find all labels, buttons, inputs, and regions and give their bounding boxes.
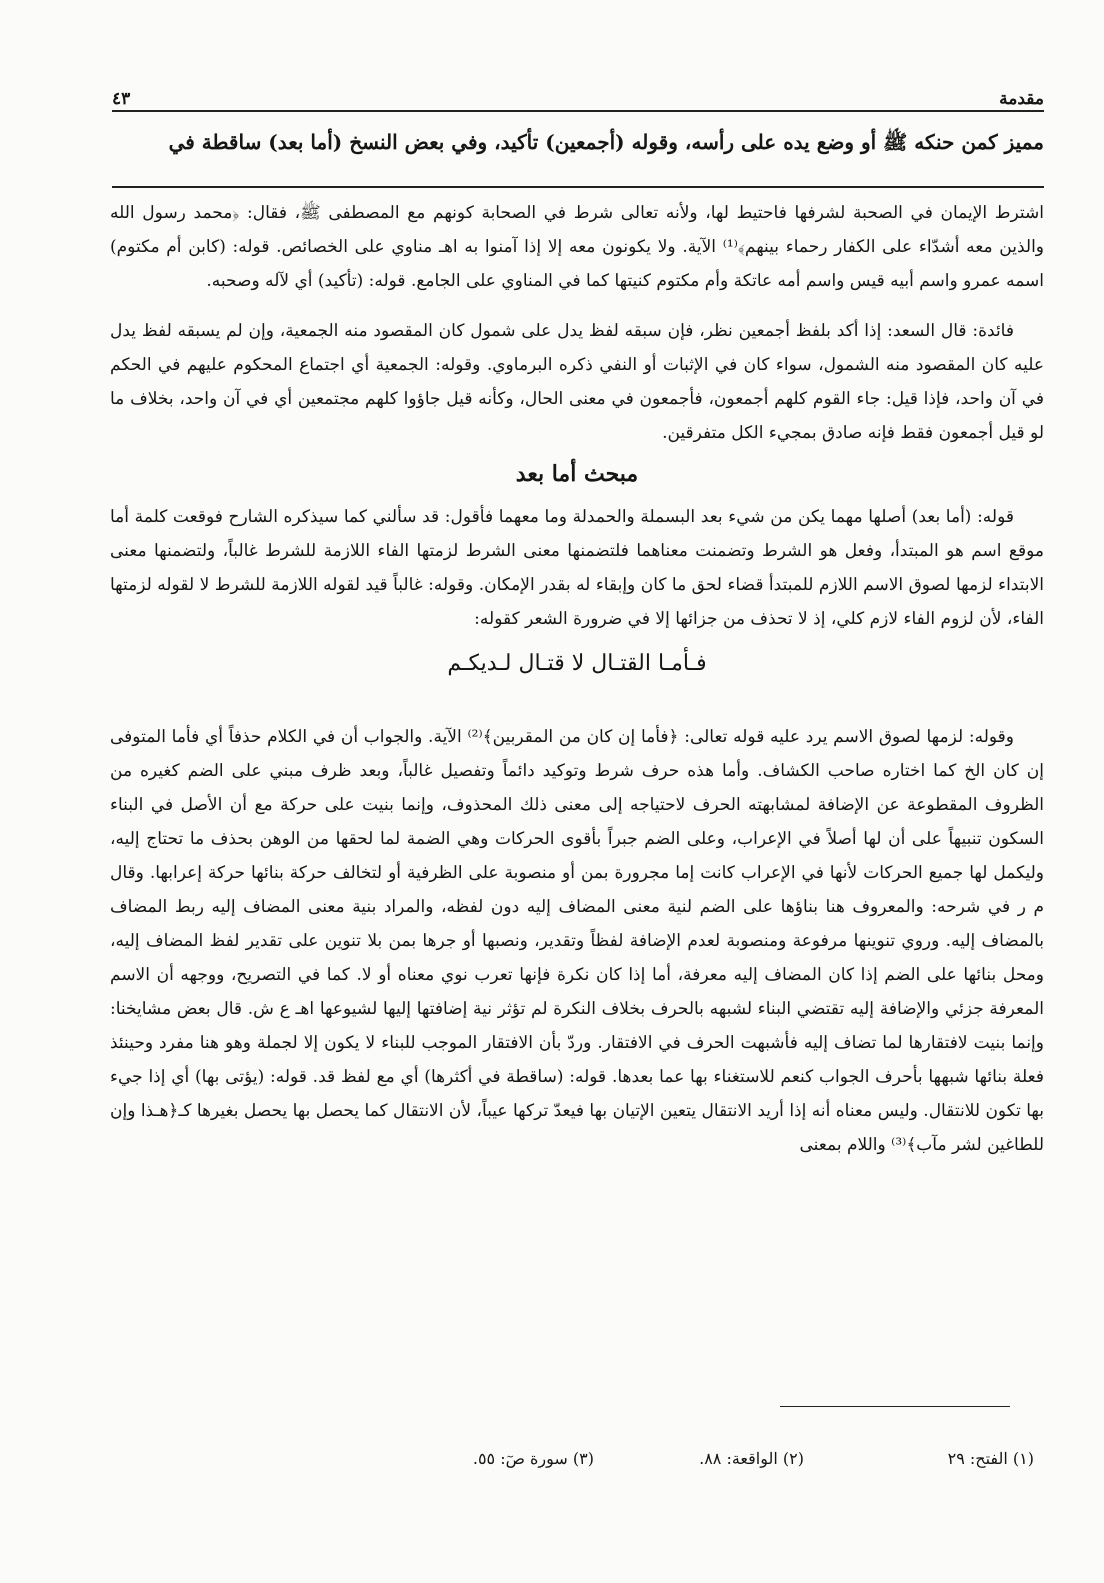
poetry-verse: فـأمـا القتـال لا قتـال لـديكـم (447, 651, 707, 676)
running-header (112, 88, 1044, 112)
paragraph-gap (110, 298, 1044, 314)
footnote: (٣) سورة صٓ: ٥٥. (472, 1449, 594, 1468)
page-number: ٤٣ (112, 88, 136, 110)
footnote: (٢) الواقعة: ٨٨. (699, 1449, 804, 1468)
commentary-paragraph: اشترط الإيمان في الصحبة لشرفها فاحتيط لها، ولأنه تعالى شرط في الصحابة كونهم مع المصطفى ﷺ، فقال: ﴿محمد رسول الله والذين معه أشدّاء على الكفار رحماء بينهم﴾⁽¹⁾ الآية. ولا يكونون معه إلا إذا آمنوا به اهـ مناوي على الخصائص. قوله: (كابن أم مكتوم) اسمه عمرو واسم أبيه قيس واسم أمه عاتكة وأم مكتوم كنيتها كما في المناوي على الجامع. قوله: (تأكيد) أي لآله وصحبه. (110, 203, 1044, 291)
footnote-divider (780, 1406, 1010, 1407)
commentary-paragraph: قوله: (أما بعد) أصلها مهما يكن من شيء بعد البسملة والحمدلة وما معهما فأقول: قد سألني كما سيذكره الشارح فوقعت كلمة أما موقع اسم هو المبتدأ، وفعل هو الشرط وتضمنت معناهما فلتضمنها معنى الشرط لزمتها الفاء اللازمة للشرط غالباً، ولتضمنها معنى الابتداء لزمها لصوق الاسم اللازم للمبتدأ قضاء لحق ما كان وإبقاء له بقدر الإمكان. وقوله: غالباً قيد لقوله اللازمة للشرط لا لقوله لزمتها الفاء، لأن لزوم الفاء لازم كلي، إذ لا تحذف من جزائها إلا في ضرورة الشعر كقوله: (110, 507, 1044, 629)
commentary-body (110, 196, 1044, 1162)
running-header-title: مقدمة (993, 88, 1044, 110)
commentary-paragraph: فائدة: قال السعد: إذا أكد بلفظ أجمعين نظر، فإن سبقه لفظ يدل على شمول كان المقصود منه الجمعية، وإن لم يسبقه لفظ يدل عليه كان المقصود منه الشمول، سواء كان في الإثبات أو النفي ذكره البرماوي. وقوله: الجمعية أي اجتماع المحكوم عليهم في الحكم في آن واحد، فإذا قيل: جاء القوم كلهم أجمعون، فأجمعون في معنى الحال، وكأنه قيل جاؤوا كلهم مجتمعين أي في آن واحد، بخلاف ما لو قيل أجمعون فقط فإنه صادق بمجيء الكل متفرقين. (110, 321, 1044, 443)
section-title: مبحث أما بعد (515, 461, 639, 487)
commentary-paragraph: وقوله: لزمها لصوق الاسم يرد عليه قوله تعالى: ﴿فأما إن كان من المقربين﴾⁽²⁾ الآية. والجواب أن في الكلام حذفاً أي فأما المتوفى إن كان الخ كما اختاره صاحب الكشاف. وأما هذه حرف شرط وتوكيد دائماً وتفصيل غالباً، وبعد ظرف مبني على الضم كغيره من الظروف المقطوعة عن الإضافة لمشابهته الحرف لاحتياجه إلى معنى ذلك المحذوف، وإنما بنيت على حركة مع أن الأصل في البناء السكون تنبيهاً على أن لها أصلاً في الإعراب، وعلى الضم جبراً بأقوى الحركات وهي الضمة لما لحقها من الوهن بحذف ما تحتاج إليه، وليكمل لها جميع الحركات لأنها في الإعراب كانت إما مجرورة بمن أو منصوبة على الظرفية أو لتخالف حركة بنائها حركة إعرابها. وقال م ر في شرحه: والمعروف هنا بناؤها على الضم لنية معنى المضاف إليه دون لفظه، والمراد بنية معنى المضاف إليه ربط المضاف بالمضاف إليه. وروي تنوينها مرفوعة ومنصوبة لعدم الإضافة لفظاً وتقدير، ونصبها أو جرها بمن بلا تنوين على تقدير لفظ المضاف إليه، ومحل بنائها على الضم إذا كان المضاف إليه معرفة، أما إذا كان نكرة فإنها تعرب نوي معناه أو لا. كما في التصريح، ووجهه أن الاسم المعرفة جزئي والإضافة إليه تقتضي البناء لشبهه بالحرف بخلاف النكرة لم تؤثر نية إضافتها إليها لشيوعها اهـ ع ش. قال بعض مشايخنا: وإنما بنيت لافتقارها لما تضاف إليه فأشبهت الحرف في الافتقار. وردّ بأن الافتقار الموجب للبناء لا يكون إلا لجملة وهو هنا مفرد وحينئذ فعلة بنائها شبهها بأحرف الجواب كنعم للاستغناء بها عما بعدها. قوله: (ساقطة في أكثرها) أي مع لفظ قد. قوله: (يؤتى بها) أي إذا جيء بها تكون للانتقال. وليس معناه أنه إذا أريد الانتقال يتعين الإتيان بها فيعدّ تركها عيباً، لأن الانتقال كما يحصل بها يحصل بغيرها كـ﴿هـذا وإن للطاغين لشر مآب﴾⁽³⁾ واللام بمعنى (110, 727, 1044, 1155)
footnote: (١) الفتح: ٢٩ (947, 1449, 1034, 1468)
matn-divider (112, 186, 1044, 188)
matn-text: مميز كمن حنكه ﷺ أو وضع يده على رأسه، وقوله (أجمعين) تأكيد، وفي بعض النسخ (أما بعد) ساقطة في (168, 130, 1044, 154)
